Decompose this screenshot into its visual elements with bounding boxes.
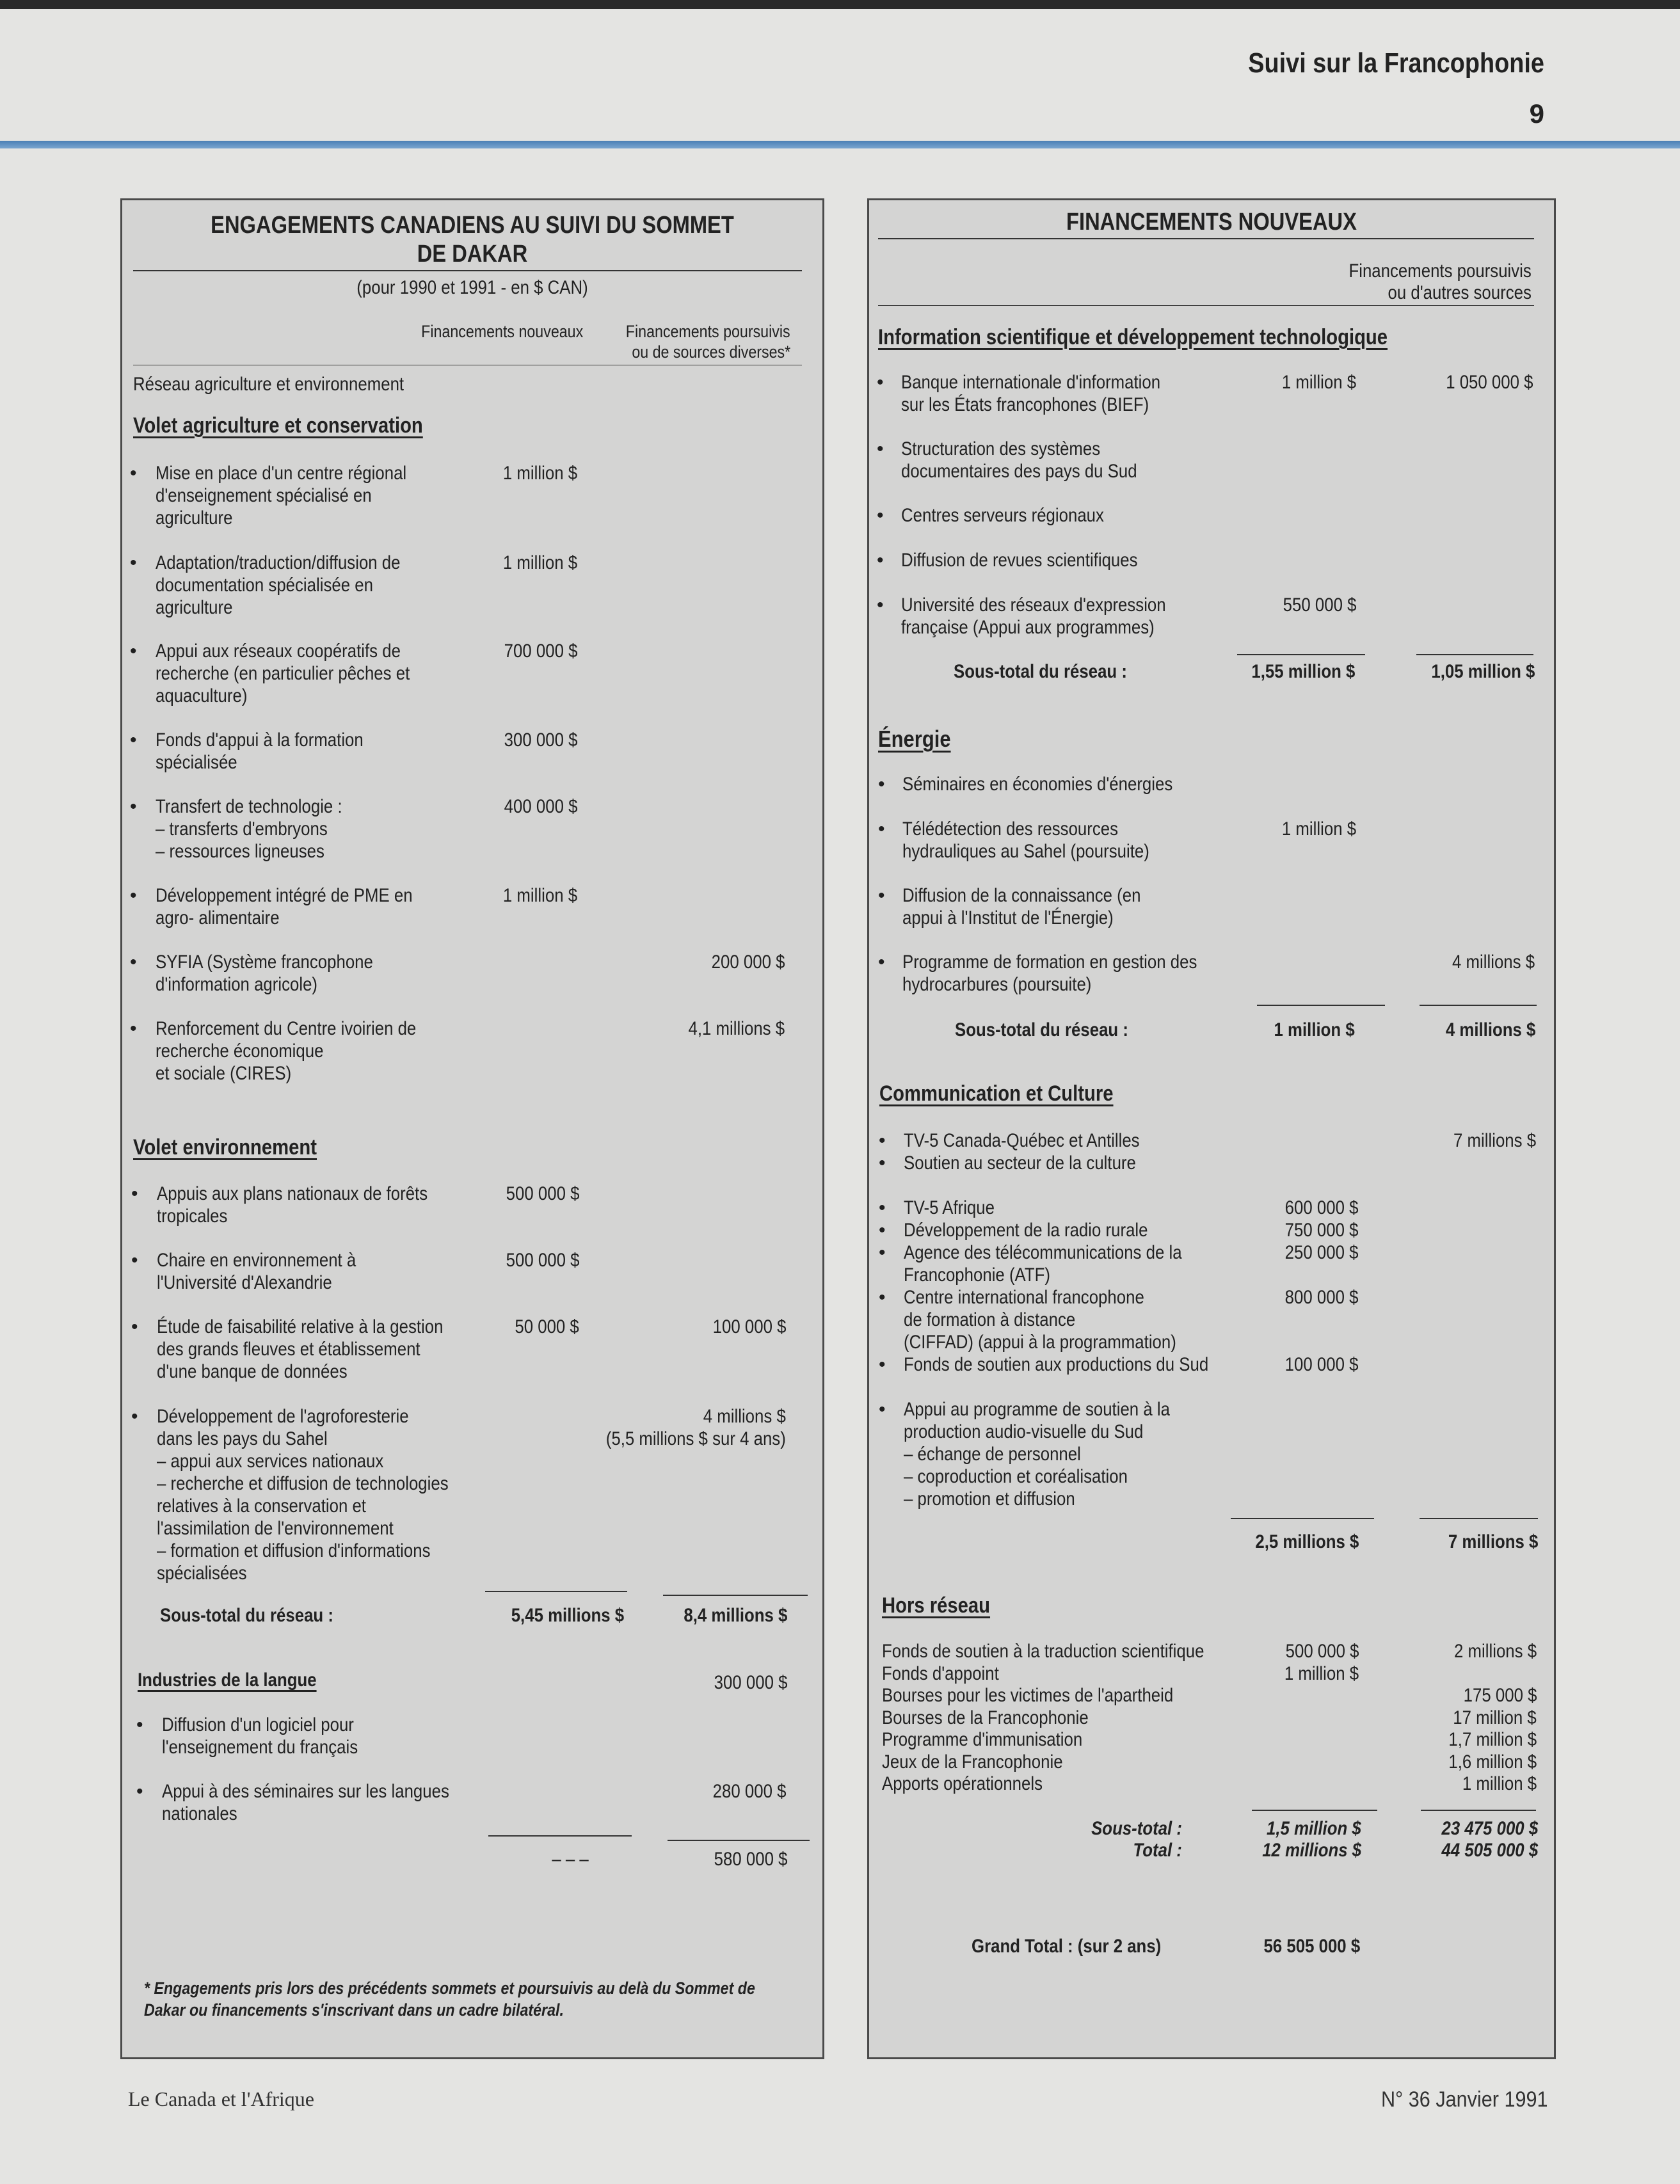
row-label: Mise en place d'un centre régional d'enseignement spécialisé en agriculture bbox=[156, 463, 407, 529]
comm-rule-other bbox=[1420, 1518, 1538, 1519]
row-label: Appui au programme de soutien à la production audio-visuelle du Sud – échange de personnel – coproduction et coréalisation – promotion et diffusion bbox=[904, 1399, 1170, 1510]
section-title: Suivi sur la Francophonie bbox=[1248, 47, 1544, 79]
bullet-dot: • bbox=[878, 774, 885, 795]
right-title-rule bbox=[878, 238, 1534, 239]
comm-heading: Communication et Culture bbox=[879, 1081, 1114, 1106]
hors-subtotal-new: 1,5 million $ bbox=[1267, 1818, 1361, 1839]
energy-rule-other bbox=[1420, 1005, 1537, 1006]
grand-total-value: 56 505 000 $ bbox=[1263, 1936, 1360, 1957]
row-value-new: 50 000 $ bbox=[515, 1316, 579, 1337]
row-value-new: 1 million $ bbox=[502, 885, 577, 906]
bullet-dot: • bbox=[879, 1152, 886, 1174]
row-label: Apports opérationnels bbox=[882, 1773, 1043, 1794]
footer-issue: N° 36 Janvier 1991 bbox=[1381, 2087, 1548, 2112]
row-value-new: 100 000 $ bbox=[1284, 1354, 1358, 1375]
row-label: Centre international francophone de formation à distance (CIFFAD) (appui à la programmation) bbox=[904, 1287, 1176, 1353]
row-label: Appuis aux plans nationaux de forêts tropicales bbox=[157, 1183, 428, 1227]
row-label: Banque internationale d'information sur les États francophones (BIEF) bbox=[901, 372, 1161, 415]
right-col-header-line2: ou d'autres sources bbox=[1388, 282, 1532, 303]
row-value-new: 1 million $ bbox=[1281, 818, 1356, 840]
bullet-dot: • bbox=[131, 1183, 138, 1204]
bullet-dot: • bbox=[877, 594, 884, 616]
row-label: Fonds d'appui à la formation spécialisée bbox=[156, 729, 364, 773]
right-header-rule bbox=[878, 305, 1534, 306]
lang-rule-continued bbox=[668, 1840, 810, 1841]
lang-total-new: – – – bbox=[552, 1849, 589, 1870]
bullet-dot: • bbox=[877, 550, 884, 571]
row-label: Appui aux réseaux coopératifs de recherche (en particulier pêches et aquaculture) bbox=[156, 641, 410, 706]
hors-rule-new bbox=[1252, 1810, 1377, 1811]
hors-heading: Hors réseau bbox=[882, 1593, 991, 1618]
col-header-continued-line2: ou de sources diverses* bbox=[632, 342, 790, 362]
row-value-new: 800 000 $ bbox=[1284, 1287, 1358, 1308]
row-label: Jeux de la Francophonie bbox=[882, 1751, 1063, 1773]
bullet-dot: • bbox=[130, 952, 137, 973]
row-value-other: 175 000 $ bbox=[1463, 1685, 1537, 1706]
row-value-new: 500 000 $ bbox=[506, 1183, 579, 1204]
bullet-dot: • bbox=[131, 1316, 138, 1337]
bullet-dot: • bbox=[130, 463, 137, 484]
bullet-dot: • bbox=[878, 885, 885, 906]
row-label: Adaptation/traduction/diffusion de documentation spécialisée en agriculture bbox=[156, 552, 401, 618]
row-label: Développement de la radio rurale bbox=[904, 1220, 1148, 1241]
row-label: Appui à des séminaires sur les langues nationales bbox=[162, 1781, 449, 1824]
bullet-dot: • bbox=[136, 1714, 143, 1735]
bullet-dot: • bbox=[877, 505, 884, 526]
info-subtotal-label: Sous-total du réseau : bbox=[954, 661, 1127, 682]
right-table-title: FINANCEMENTS NOUVEAUX bbox=[1066, 209, 1357, 235]
total-label: Total : bbox=[1133, 1840, 1182, 1861]
left-subtotal-new: 5,45 millions $ bbox=[511, 1605, 624, 1626]
row-value-other: 2 millions $ bbox=[1453, 1641, 1537, 1662]
row-value-other: 1,7 million $ bbox=[1448, 1729, 1537, 1750]
row-value-new: 400 000 $ bbox=[504, 796, 577, 817]
row-value-other: 1 million $ bbox=[1462, 1773, 1537, 1794]
right-col-header-line1: Financements poursuivis bbox=[1348, 260, 1532, 282]
row-value-new: 500 000 $ bbox=[1285, 1641, 1359, 1662]
row-label: Soutien au secteur de la culture bbox=[904, 1152, 1136, 1174]
row-label: Développement de l'agroforesterie dans les pays du Sahel – appui aux services nationaux – recherche et diffusion de technologies relatives à la conservation et l'assimilation de l'environnement – formation et diffusion d'informations spécialisées bbox=[157, 1406, 449, 1584]
bullet-dot: • bbox=[879, 1354, 886, 1375]
info-rule-other bbox=[1416, 654, 1533, 655]
row-value-new: 750 000 $ bbox=[1284, 1220, 1358, 1241]
row-value-new: 1 million $ bbox=[1281, 372, 1356, 393]
bullet-dot: • bbox=[130, 729, 137, 751]
row-value-other: 17 million $ bbox=[1453, 1707, 1537, 1728]
bullet-dot: • bbox=[879, 1399, 886, 1420]
row-label: Fonds de soutien aux productions du Sud bbox=[904, 1354, 1209, 1375]
env-heading: Volet environnement bbox=[133, 1135, 317, 1160]
bullet-dot: • bbox=[130, 641, 137, 662]
row-label: Séminaires en économies d'énergies bbox=[902, 774, 1173, 795]
subtotal-rule-continued bbox=[663, 1595, 808, 1596]
bullet-dot: • bbox=[130, 796, 137, 817]
row-value-new: 1 million $ bbox=[1284, 1662, 1359, 1684]
row-value-new: 300 000 $ bbox=[504, 729, 577, 751]
row-label: Programme d'immunisation bbox=[882, 1729, 1083, 1750]
row-value-new: 1 million $ bbox=[502, 552, 577, 573]
row-value-new: 1 million $ bbox=[502, 463, 577, 484]
left-subtotal-continued: 8,4 millions $ bbox=[683, 1605, 787, 1626]
lang-total-continued: 580 000 $ bbox=[714, 1849, 787, 1870]
row-label: Agence des télécommunications de la Francophonie (ATF) bbox=[904, 1242, 1182, 1286]
row-label: Bourses pour les victimes de l'apartheid bbox=[882, 1685, 1174, 1706]
energy-subtotal-label: Sous-total du réseau : bbox=[955, 1019, 1128, 1040]
hors-subtotal-label: Sous-total : bbox=[1091, 1818, 1182, 1839]
bullet-dot: • bbox=[879, 1242, 886, 1263]
network-label: Réseau agriculture et environnement bbox=[133, 374, 404, 395]
lang-heading: Industries de la langue bbox=[138, 1670, 317, 1691]
grand-total-label: Grand Total : (sur 2 ans) bbox=[972, 1936, 1162, 1957]
row-label: SYFIA (Système francophone d'information agricole) bbox=[156, 952, 373, 995]
bullet-dot: • bbox=[130, 885, 137, 906]
bullet-dot: • bbox=[130, 552, 137, 573]
row-label: Fonds de soutien à la traduction scientifique bbox=[882, 1641, 1204, 1662]
energy-heading: Énergie bbox=[878, 726, 951, 752]
left-table-title-line1: ENGAGEMENTS CANADIENS AU SUIVI DU SOMMET bbox=[211, 212, 734, 239]
energy-rule-new bbox=[1257, 1005, 1385, 1006]
row-label: Développement intégré de PME en agro- alimentaire bbox=[156, 885, 413, 929]
row-label: Diffusion de revues scientifiques bbox=[901, 550, 1138, 571]
top-edge-bar bbox=[0, 0, 1680, 9]
bullet-dot: • bbox=[879, 1220, 886, 1241]
row-label: Structuration des systèmes documentaires des pays du Sud bbox=[901, 438, 1137, 482]
col-header-new: Financements nouveaux bbox=[420, 322, 583, 341]
info-subtotal-other: 1,05 million $ bbox=[1430, 661, 1535, 682]
bullet-dot: • bbox=[879, 1197, 886, 1218]
row-label: Diffusion d'un logiciel pour l'enseignement du français bbox=[162, 1714, 358, 1758]
row-value-new: 700 000 $ bbox=[504, 641, 577, 662]
comm-rule-new bbox=[1231, 1518, 1374, 1519]
bullet-dot: • bbox=[878, 952, 885, 973]
info-heading: Information scientifique et développement technologique bbox=[878, 325, 1388, 349]
bullet-dot: • bbox=[136, 1781, 143, 1802]
row-value-other: 4 millions $ bbox=[1452, 952, 1535, 973]
hors-rule-other bbox=[1421, 1810, 1536, 1811]
energy-subtotal-new: 1 million $ bbox=[1274, 1019, 1355, 1040]
bullet-dot: • bbox=[130, 1018, 137, 1039]
comm-total-new: 2,5 millions $ bbox=[1254, 1531, 1359, 1552]
lang-heading-value: 300 000 $ bbox=[714, 1672, 787, 1693]
bullet-dot: • bbox=[131, 1250, 138, 1271]
bullet-dot: • bbox=[879, 1287, 886, 1308]
left-title-rule bbox=[133, 270, 802, 271]
bullet-dot: • bbox=[131, 1406, 138, 1427]
row-label: TV-5 Afrique bbox=[904, 1197, 995, 1218]
row-value-continued: 4 millions $ (5,5 millions $ sur 4 ans) bbox=[605, 1406, 786, 1449]
total-new: 12 millions $ bbox=[1262, 1840, 1361, 1861]
energy-subtotal-other: 4 millions $ bbox=[1445, 1019, 1535, 1040]
page-number: 9 bbox=[1529, 99, 1544, 129]
total-other: 44 505 000 $ bbox=[1441, 1840, 1538, 1861]
row-value-continued: 100 000 $ bbox=[712, 1316, 786, 1337]
row-label: Université des réseaux d'expression française (Appui aux programmes) bbox=[901, 594, 1166, 638]
subtotal-rule-new bbox=[485, 1591, 627, 1592]
row-value-other: 1,6 million $ bbox=[1448, 1751, 1537, 1773]
row-label: Centres serveurs régionaux bbox=[901, 505, 1104, 526]
left-footnote: * Engagements pris lors des précédents sommets et poursuivis au delà du Sommet de Dakar ou financements s'inscrivant dans un cadre bilatéral. bbox=[144, 1979, 755, 2020]
row-label: Renforcement du Centre ivoirien de recherche économique et sociale (CIRES) bbox=[156, 1018, 417, 1084]
left-table-title-line2: DE DAKAR bbox=[417, 241, 528, 267]
row-value-new: 500 000 $ bbox=[506, 1250, 579, 1271]
info-rule-new bbox=[1237, 654, 1365, 655]
row-label: Diffusion de la connaissance (en appui à l'Institut de l'Énergie) bbox=[902, 885, 1141, 929]
row-label: Bourses de la Francophonie bbox=[882, 1707, 1089, 1728]
row-value-continued: 200 000 $ bbox=[711, 952, 785, 973]
row-label: TV-5 Canada-Québec et Antilles bbox=[904, 1130, 1140, 1151]
agri-heading: Volet agriculture et conservation bbox=[133, 413, 423, 438]
row-value-other: 7 millions $ bbox=[1453, 1130, 1536, 1151]
header-rule bbox=[0, 141, 1680, 148]
row-label: Chaire en environnement à l'Université d'Alexandrie bbox=[157, 1250, 356, 1293]
footer-publication: Le Canada et l'Afrique bbox=[128, 2087, 314, 2110]
bullet-dot: • bbox=[877, 372, 884, 393]
row-label: Transfert de technologie : – transferts d'embryons – ressources ligneuses bbox=[156, 796, 342, 862]
info-subtotal-new: 1,55 million $ bbox=[1251, 661, 1355, 682]
row-label: Télédétection des ressources hydrauliques au Sahel (poursuite) bbox=[902, 818, 1149, 862]
col-header-continued-line1: Financements poursuivis bbox=[626, 322, 790, 341]
bullet-dot: • bbox=[878, 818, 885, 840]
bullet-dot: • bbox=[879, 1130, 886, 1151]
row-value-new: 550 000 $ bbox=[1283, 594, 1356, 616]
row-label: Programme de formation en gestion des hydrocarbures (poursuite) bbox=[902, 952, 1197, 995]
row-value-continued: 280 000 $ bbox=[712, 1781, 786, 1802]
row-value-other: 1 050 000 $ bbox=[1445, 372, 1533, 393]
bullet-dot: • bbox=[877, 438, 884, 459]
lang-rule-new bbox=[488, 1835, 632, 1837]
row-value-new: 600 000 $ bbox=[1284, 1197, 1358, 1218]
row-label: Étude de faisabilité relative à la gestion des grands fleuves et établissement d'une banque de données bbox=[157, 1316, 444, 1382]
row-value-continued: 4,1 millions $ bbox=[688, 1018, 785, 1039]
row-value-new: 250 000 $ bbox=[1284, 1242, 1358, 1263]
left-subtotal-label: Sous-total du réseau : bbox=[160, 1605, 333, 1626]
left-table-subtitle: (pour 1990 et 1991 - en $ CAN) bbox=[356, 277, 588, 298]
comm-total-other: 7 millions $ bbox=[1448, 1531, 1538, 1552]
hors-subtotal-other: 23 475 000 $ bbox=[1441, 1818, 1538, 1839]
row-label: Fonds d'appoint bbox=[882, 1662, 999, 1684]
